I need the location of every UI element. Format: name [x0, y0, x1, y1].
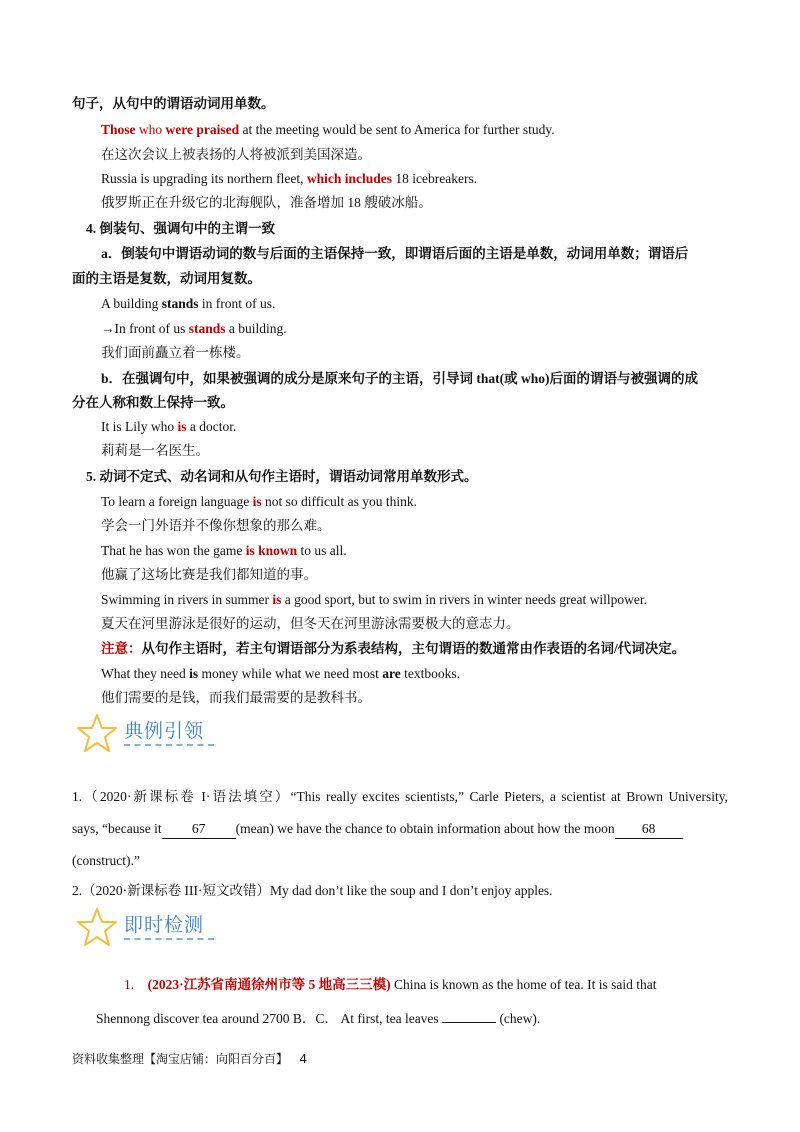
note-label: 注意： [101, 641, 142, 656]
sentence-text: 18 icebreakers. [395, 171, 478, 186]
section-heading-5: 5. 动词不定式、动名词和从句作主语时，谓语动词常用单数形式。 [86, 469, 478, 484]
sentence-text: a good sport, but to swim in rivers in winter needs great willpower. [284, 592, 647, 607]
sentence-text: money while what we need most [201, 666, 379, 681]
sentence-text: →In front of us [101, 321, 186, 336]
sentence-text: Shennong discover tea around 2700 B．C． At first, tea leaves [96, 1011, 439, 1026]
practice-question-line-2 [96, 1010, 540, 1028]
sentence-text: What they need [101, 666, 186, 681]
sentence-text: to us all. [300, 543, 347, 558]
sentence-text: (mean) we have the chance to obtain information about how the moon [235, 821, 615, 836]
star-icon [76, 712, 118, 754]
section-heading-4: 4. 倒装句、强调句中的主谓一致 [86, 221, 275, 236]
question-1-line-2 [72, 820, 728, 839]
highlight: which includes [306, 171, 392, 186]
question-source: (2023·江苏省南通徐州市等 5 地高三三模) [147, 977, 391, 992]
highlight: who [138, 122, 163, 137]
question-number: 1. [124, 977, 135, 992]
translation: 俄罗斯正在升级它的北海舰队，准备增加 18 艘破冰船。 [101, 195, 432, 210]
answer-blank[interactable] [442, 1022, 496, 1023]
highlight: stands [188, 321, 226, 336]
footer-text: 资料收集整理【淘宝店铺：向阳百分百】 [72, 1052, 289, 1066]
highlight: are [382, 666, 401, 681]
highlight: is [189, 666, 199, 681]
translation: 学会一门外语并不像你想象的那么难。 [101, 518, 331, 533]
sentence-text: (chew). [499, 1011, 541, 1026]
highlight: is [272, 592, 282, 607]
rule-text: 面的主语是复数，动词用复数。 [72, 271, 261, 286]
rule-text: a．倒装句中谓语动词的数与后面的主语保持一致，即谓语后面的主语是单数，动词用单数；谓语后 [101, 246, 689, 261]
note-text: 从句作主语时，若主句谓语部分为系表结构，主句谓语的数通常由作表语的名词/代词决定。 [141, 641, 686, 656]
sentence-text: A building [101, 296, 159, 311]
sentence-text: textbooks. [404, 666, 460, 681]
example-sentence [101, 121, 555, 139]
highlight: Those [101, 122, 136, 137]
banner-title: 典例引领 [124, 720, 205, 742]
sentence-text: says, “because it [72, 821, 162, 836]
sentence-text: a doctor. [189, 419, 237, 434]
highlight: is [252, 494, 262, 509]
sentence-text: That he has won the game [101, 543, 243, 558]
translation: 莉莉是一名医生。 [101, 443, 209, 458]
translation: 他们需要的是钱，而我们最需要的是教科书。 [101, 690, 371, 705]
sentence-text: China is known as the home of tea. It is said that [394, 977, 657, 992]
example-sentence [101, 493, 417, 511]
translation: 他赢了这场比赛是我们都知道的事。 [101, 567, 317, 582]
highlight: were praised [165, 122, 240, 137]
sentence-text: It is Lily who [101, 419, 175, 434]
example-sentence [101, 320, 287, 338]
sentence-text: at the meeting would be sent to America for further study. [242, 122, 555, 137]
sentence-text: Swimming in rivers in summer [101, 592, 269, 607]
translation: 夏天在河里游泳是很好的运动，但冬天在河里游泳需要极大的意志力。 [101, 616, 520, 631]
translation: 在这次会议上被表扬的人将被派到美国深造。 [101, 147, 371, 162]
continued-rule-text: 句子，从句中的谓语动词用单数。 [72, 96, 275, 111]
page-number: 4 [299, 1052, 308, 1066]
sentence-text: a building. [228, 321, 287, 336]
question-2: 2.（2020·新课标卷 III·短文改错）My dad don’t like the soup and I don’t enjoy apples. [72, 883, 553, 898]
question-1-line-3: (construct).” [72, 853, 140, 868]
translation: 我们面前矗立着一栋楼。 [101, 345, 250, 360]
sentence-text: Russia is upgrading its northern fleet, [101, 171, 304, 186]
rule-text: b．在强调句中，如果被强调的成分是原来句子的主语，引导词 that(或 who)后面的谓语与被强调的成 [101, 371, 699, 386]
highlight: is [177, 419, 187, 434]
section-banner-practice [76, 906, 256, 950]
answer-blank[interactable]: 67 [162, 820, 236, 839]
example-sentence [101, 665, 460, 683]
answer-blank[interactable]: 68 [615, 820, 683, 839]
rule-text: 分在人称和数上保持一致。 [72, 395, 234, 410]
example-sentence [101, 591, 647, 609]
sentence-text: in front of us. [201, 296, 276, 311]
divider [124, 744, 214, 746]
example-sentence [101, 170, 477, 188]
example-sentence [101, 418, 236, 436]
banner-title: 即时检测 [124, 914, 205, 936]
highlight: stands [161, 296, 199, 311]
note [101, 640, 685, 658]
divider [124, 938, 214, 940]
footer [72, 1050, 307, 1067]
example-sentence [101, 295, 275, 313]
sentence-text: not so difficult as you think. [265, 494, 418, 509]
star-icon [76, 906, 118, 948]
sentence-text: To learn a foreign language [101, 494, 250, 509]
highlight: is known [245, 543, 298, 558]
question-1-line-1: 1.（2020·新课标卷 I·语法填空）“This really excites scientists,” Carle Pieters, a scientist at Brown University, [72, 789, 728, 804]
section-banner-examples [76, 712, 256, 756]
example-sentence [101, 542, 347, 560]
practice-question-line-1 [124, 976, 656, 994]
